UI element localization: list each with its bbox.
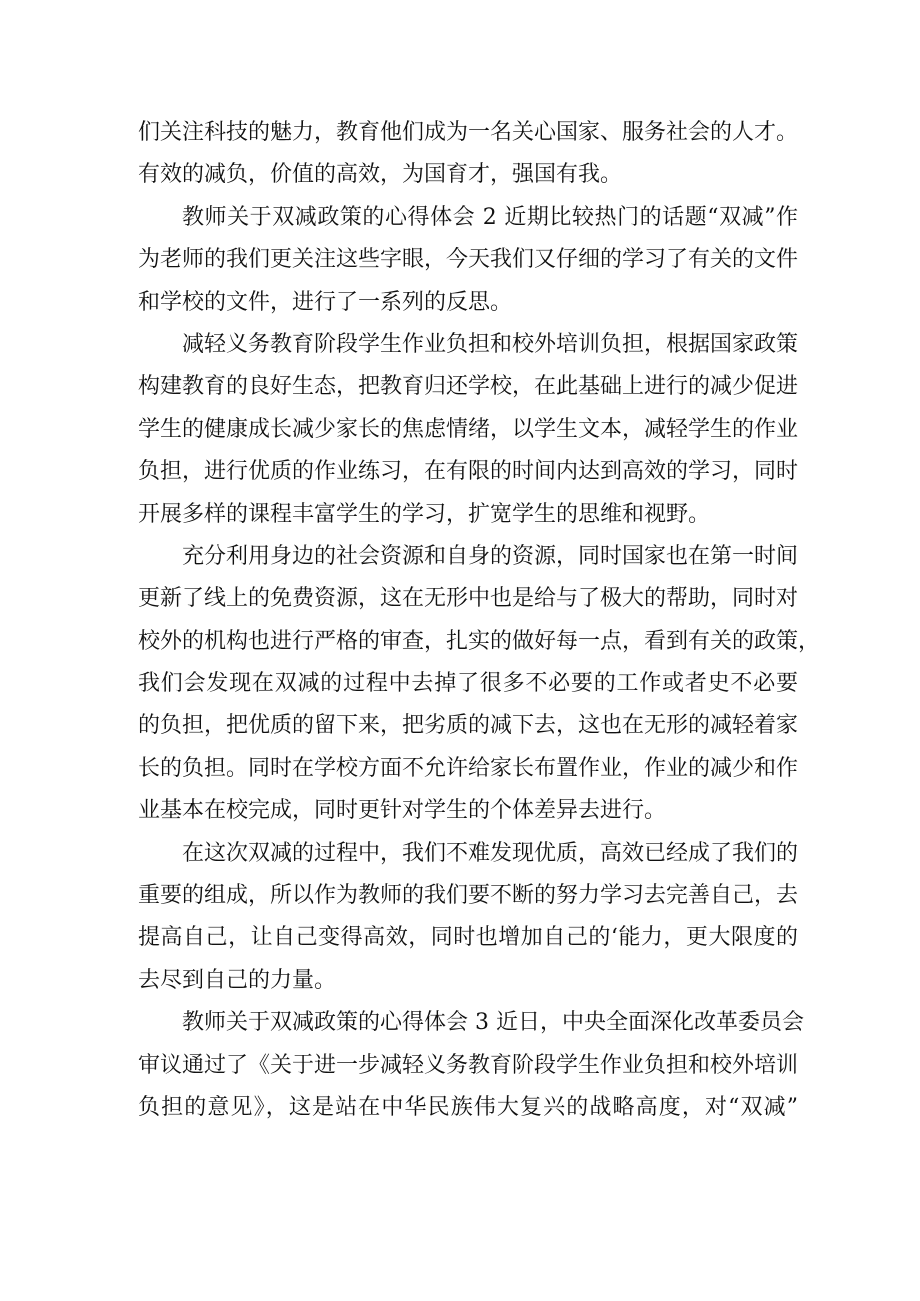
text-line: 开展多样的课程丰富学生的学习，扩宽学生的思维和视野。 [138, 501, 711, 527]
text-line: 为老师的我们更关注这些字眼，今天我们又仔细的学习了有关的文件 [138, 247, 799, 273]
text-line: 和学校的文件，进行了一系列的反思。 [138, 289, 513, 315]
text-line: 的负担，把优质的留下来，把劣质的减下去，这也在无形的减轻着家 [138, 713, 799, 739]
text-line: 审议通过了《关于进一步减轻义务教育阶段学生作业负担和校外培训 [138, 1052, 799, 1078]
text-line: 构建教育的良好生态，把教育归还学校，在此基础上进行的减少促进 [138, 374, 799, 400]
paragraph-start-line: 教师关于双减政策的心得体会 2 近期比较热门的话题“双减”作 [182, 204, 798, 230]
text-line: 长的负担。同时在学校方面不允许给家长布置作业，作业的减少和作 [138, 755, 799, 781]
document-body [138, 112, 821, 1129]
text-line: 更新了线上的免费资源，这在无形中也是给与了极大的帮助，同时对 [138, 586, 799, 612]
paragraph-start-line: 充分利用身边的社会资源和自身的资源，同时国家也在第一时间 [182, 543, 799, 569]
paragraph-start-line: 减轻义务教育阶段学生作业负担和校外培训负担，根据国家政策 [182, 331, 799, 357]
text-line: 负担的意见》，这是站在中华民族伟大复兴的战略高度，对“双减” [138, 1094, 798, 1120]
text-line: 提高自己，让自己变得高效，同时也增加自己的‘能力，更大限度的 [138, 925, 798, 951]
text-line: 负担，进行优质的作业练习，在有限的时间内达到高效的学习，同时 [138, 459, 799, 485]
text-line: 业基本在校完成，同时更针对学生的个体差异去进行。 [138, 798, 667, 824]
text-line: 重要的组成，所以作为教师的我们要不断的努力学习去完善自己，去 [138, 883, 799, 909]
text-line: 们关注科技的魅力，教育他们成为一名关心国家、服务社会的人才。 [138, 120, 799, 145]
text-line: 校外的机构也进行严格的审查，扎实的做好每一点，看到有关的政策， [138, 628, 821, 654]
text-line: 学生的健康成长减少家长的焦虑情绪，以学生文本，减轻学生的作业 [138, 416, 799, 442]
text-line: 去尽到自己的力量。 [138, 967, 337, 993]
paragraph-start-line: 在这次双减的过程中，我们不难发现优质，高效已经成了我们的 [182, 840, 799, 866]
text-line: 有效的减负，价值的高效，为国育才，强国有我。 [138, 162, 623, 188]
text-line: 我们会发现在双减的过程中去掉了很多不必要的工作或者史不必要 [138, 671, 798, 697]
paragraph-start-line: 教师关于双减政策的心得体会 3 近日，中央全面深化改革委员会 [182, 1010, 804, 1036]
